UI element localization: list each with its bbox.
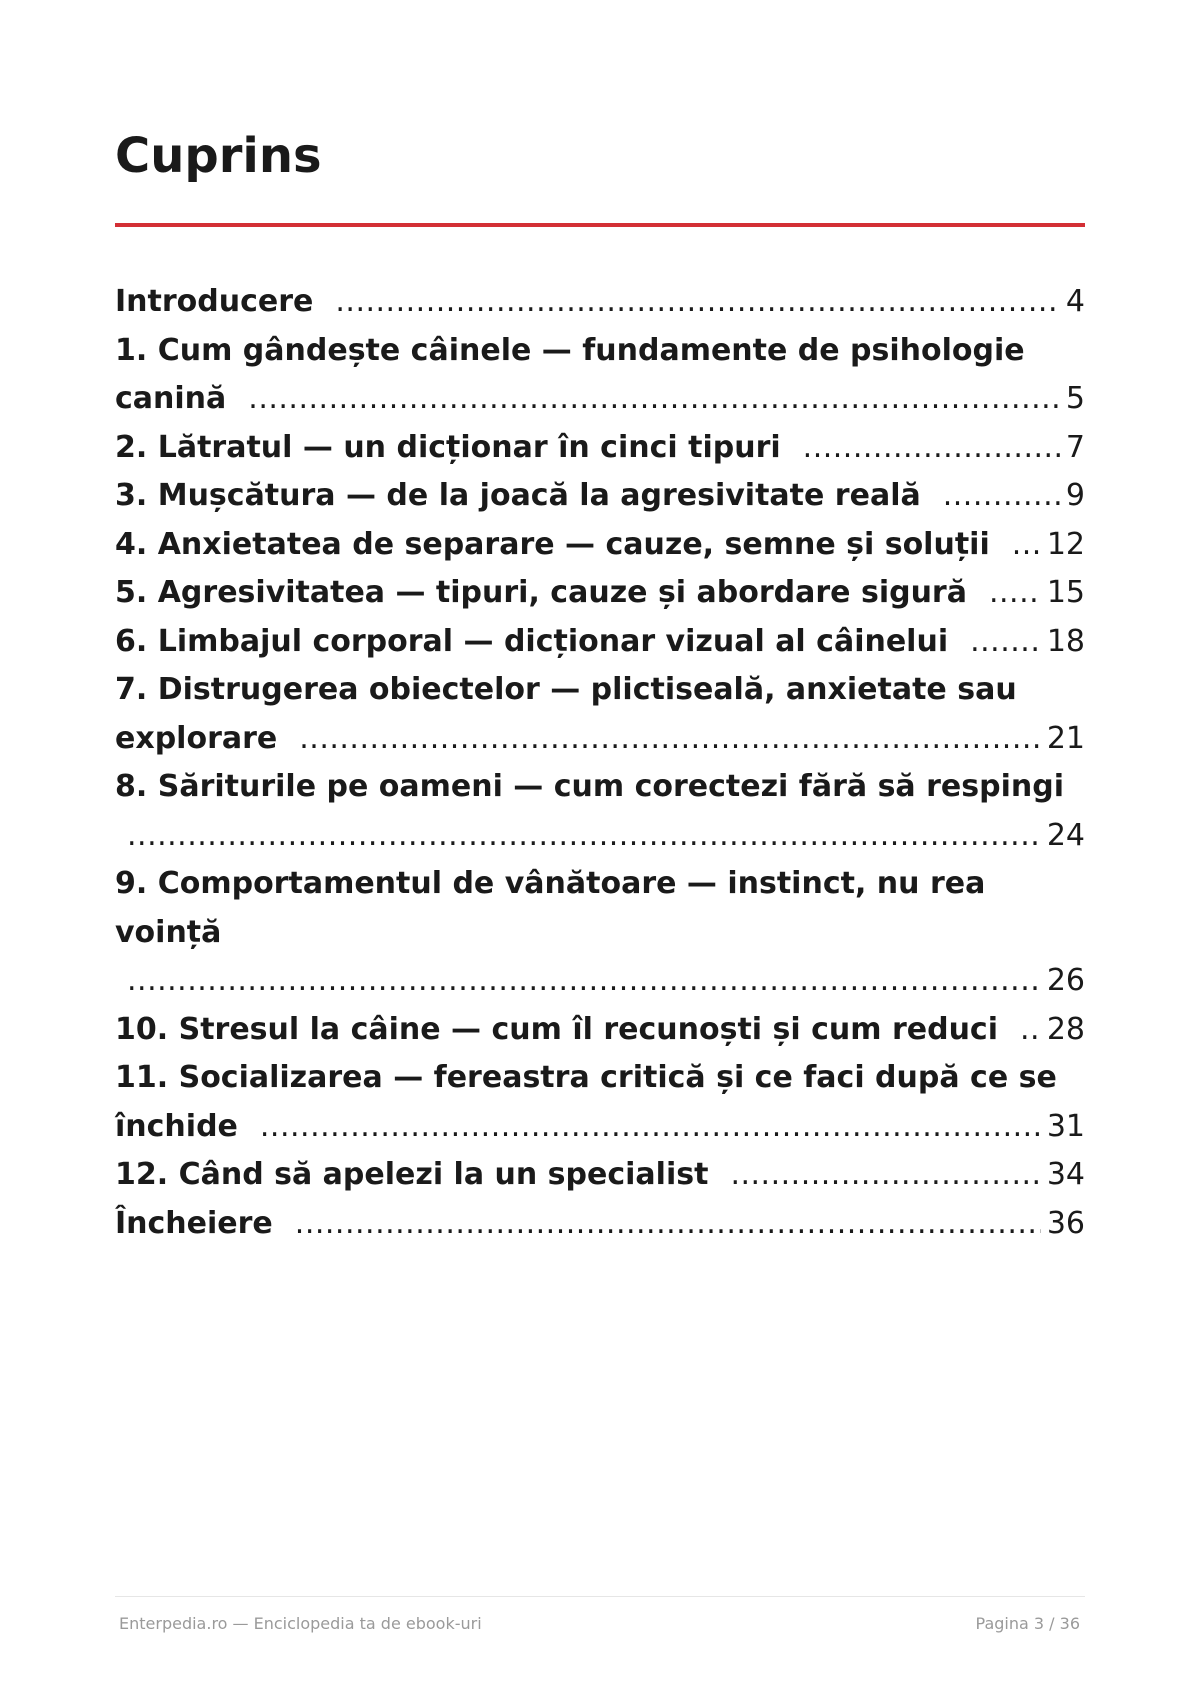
toc-entry-title-line: 8. Săriturile pe oameni — cum corectezi fără să respingi [115,769,1064,804]
toc-entry-line [115,618,1085,667]
toc-page-number: 4 [1065,284,1085,319]
toc-entry[interactable] [115,1200,1085,1249]
toc-dot-leader [1020,1006,1041,1055]
toc-entry[interactable] [115,1054,1085,1151]
toc-page-number: 5 [1065,381,1085,416]
toc-entry-line [115,1151,1085,1200]
toc-entry[interactable] [115,521,1085,570]
toc-entry[interactable] [115,424,1085,473]
toc-entry-line [115,472,1085,521]
toc-dot-leader [730,1151,1040,1200]
toc-dot-leader [335,278,1060,327]
footer-divider [115,1596,1085,1597]
toc-dot-leader [989,569,1041,618]
footer-site-name: Enterpedia.ro — Enciclopedia ta de ebook-uri [119,1614,482,1633]
toc-entry-title-line: 7. Distrugerea obiectelor — plictiseală, anxietate sau [115,672,1017,707]
toc-entry-line [115,1103,1085,1152]
toc-dot-leader [943,472,1060,521]
toc-page-number: 15 [1046,575,1085,610]
toc-entry[interactable] [115,569,1085,618]
toc-entry-title-line: 1. Cum gândește câinele — fundamente de psihologie [115,332,1025,368]
toc-entry-line [115,424,1085,473]
toc-entry-title: 5. Agresivitatea — tipuri, cauze și abordare sigură [115,575,967,610]
toc-entry-line [115,812,1085,861]
toc-entry-title: 2. Lătratul — un dicționar în cinci tipuri [115,429,781,465]
toc-entry-title: Încheiere [115,1205,273,1241]
toc-dot-leader [127,812,1041,861]
toc-dot-leader [803,424,1060,473]
page-title: Cuprins [115,128,322,184]
toc-page-number: 7 [1065,429,1085,465]
toc-dot-leader [299,715,1041,764]
toc-dot-leader [1012,521,1041,570]
title-divider [115,223,1085,227]
toc-entry[interactable] [115,278,1085,327]
toc-entry-title: 10. Stresul la câine — cum îl recunoști și cum reduci [115,1011,998,1047]
toc-page-number: 18 [1046,623,1085,659]
toc-entry-line [115,278,1085,327]
toc-entry-line [115,569,1085,618]
toc-page-number: 21 [1046,720,1085,756]
footer-page-number: Pagina 3 / 36 [975,1614,1080,1633]
toc-entry-title: explorare [115,720,278,756]
toc-page-number: 12 [1046,526,1085,562]
toc-entry-line [115,521,1085,570]
toc-entry-title: închide [115,1108,238,1144]
toc-entry[interactable] [115,763,1085,860]
toc-entry[interactable] [115,860,1085,1006]
toc-dot-leader [248,375,1060,424]
toc-dot-leader [127,957,1041,1006]
table-of-contents [115,278,1085,1248]
toc-entry-line [115,1006,1085,1055]
toc-page-number: 34 [1046,1157,1085,1192]
toc-entry-title: Introducere [115,284,314,319]
toc-entry[interactable] [115,1006,1085,1055]
toc-page-number: 24 [1046,817,1085,853]
toc-entry-title: 4. Anxietatea de separare — cauze, semne și soluții [115,526,990,562]
toc-page-number: 26 [1046,963,1085,998]
toc-entry-title: 12. Când să apelezi la un specialist [115,1157,709,1192]
document-page [115,0,1085,1683]
toc-page-number: 31 [1046,1108,1085,1144]
toc-entry-title-line: 11. Socializarea — fereastra critică și ce faci după ce se [115,1060,1057,1095]
toc-entry[interactable] [115,1151,1085,1200]
toc-entry-title: 3. Mușcătura — de la joacă la agresivitate reală [115,478,921,513]
toc-page-number: 28 [1046,1011,1085,1047]
toc-entry-line [115,375,1085,424]
toc-entry[interactable] [115,327,1085,424]
toc-dot-leader [295,1200,1041,1249]
toc-dot-leader [970,618,1041,667]
toc-entry-title: canină [115,381,227,416]
toc-dot-leader [260,1103,1041,1152]
toc-entry[interactable] [115,472,1085,521]
toc-entry-title: 6. Limbajul corporal — dicționar vizual al câinelui [115,623,949,659]
toc-entry-line [115,715,1085,764]
toc-entry-line [115,1200,1085,1249]
toc-entry-line [115,957,1085,1006]
toc-entry-title-line: 9. Comportamentul de vânătoare — instinct, nu rea voință [115,866,986,950]
toc-entry[interactable] [115,666,1085,763]
toc-page-number: 9 [1065,478,1085,513]
toc-page-number: 36 [1046,1205,1085,1241]
toc-entry[interactable] [115,618,1085,667]
